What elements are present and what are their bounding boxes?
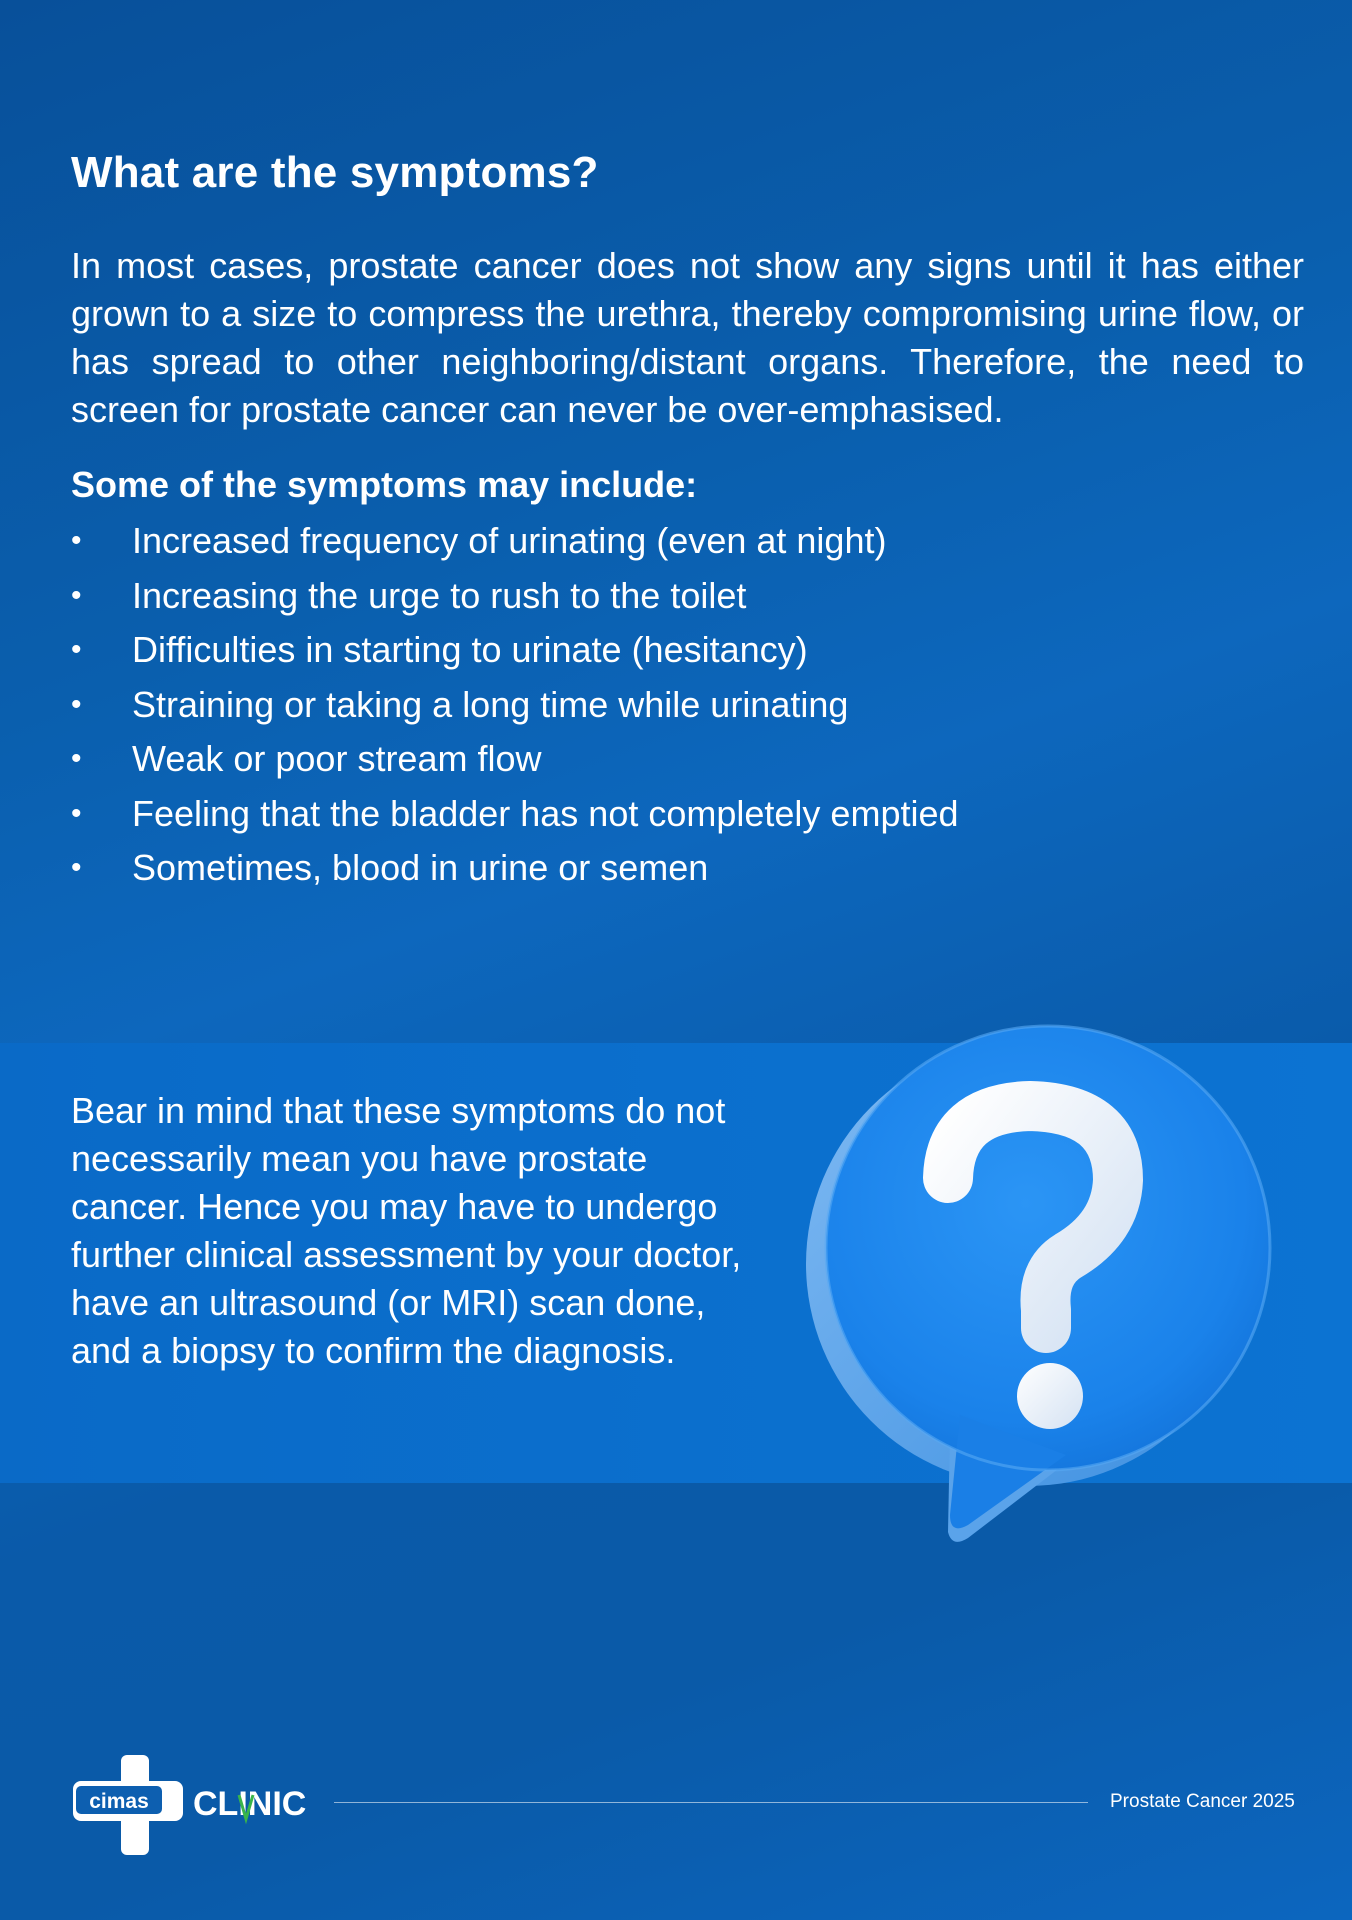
bullet-icon: • bbox=[71, 633, 82, 666]
symptoms-list-heading: Some of the symptoms may include: bbox=[71, 464, 698, 505]
symptoms-list bbox=[71, 514, 959, 896]
footer-document-label: Prostate Cancer 2025 bbox=[1110, 1791, 1295, 1812]
symptom-text: Sometimes, blood in urine or semen bbox=[132, 847, 709, 888]
page-title: What are the symptoms? bbox=[71, 148, 599, 197]
bullet-icon: • bbox=[71, 742, 82, 775]
list-item bbox=[71, 569, 959, 624]
list-item bbox=[71, 678, 959, 733]
bullet-icon: • bbox=[71, 851, 82, 884]
logo-cimas-text: cimas bbox=[89, 1790, 149, 1813]
note-paragraph: Bear in mind that these symptoms do not necessarily mean you have prostate cancer. Hence you may have to undergo further clinical assessment by your doctor, have an ultrasound (or MRI) scan done, and a biopsy to confirm the diagnosis. bbox=[71, 1090, 742, 1371]
logo-clinic-text: CLINIC bbox=[193, 1785, 307, 1823]
symptom-text: Difficulties in starting to urinate (hesitancy) bbox=[132, 629, 808, 670]
symptom-text: Increased frequency of urinating (even at night) bbox=[132, 520, 887, 561]
footer-divider bbox=[334, 1802, 1088, 1803]
list-item bbox=[71, 841, 959, 896]
question-mark-speech-bubble-icon bbox=[800, 1010, 1280, 1550]
symptom-text: Increasing the urge to rush to the toilet bbox=[132, 574, 747, 616]
symptom-text: Feeling that the bladder has not completely emptied bbox=[132, 792, 959, 834]
intro-paragraph: In most cases, prostate cancer does not show any signs until it has either grown to a size to compress the urethra, thereby compromising urine flow, or has spread to other neighboring/distant organs. Therefore, the need to screen for prostate cancer can never be over-emphasised. bbox=[71, 245, 1304, 430]
list-item bbox=[71, 514, 959, 569]
cimas-clinic-logo bbox=[73, 1755, 323, 1855]
symptom-text: Straining or taking a long time while urinating bbox=[132, 683, 849, 725]
list-item bbox=[71, 732, 959, 787]
list-item bbox=[71, 787, 959, 842]
list-item bbox=[71, 623, 959, 678]
bullet-icon: • bbox=[71, 524, 82, 557]
bullet-icon: • bbox=[71, 796, 82, 830]
bullet-icon: • bbox=[71, 578, 82, 612]
bullet-icon: • bbox=[71, 687, 82, 721]
symptom-text: Weak or poor stream flow bbox=[132, 738, 542, 779]
